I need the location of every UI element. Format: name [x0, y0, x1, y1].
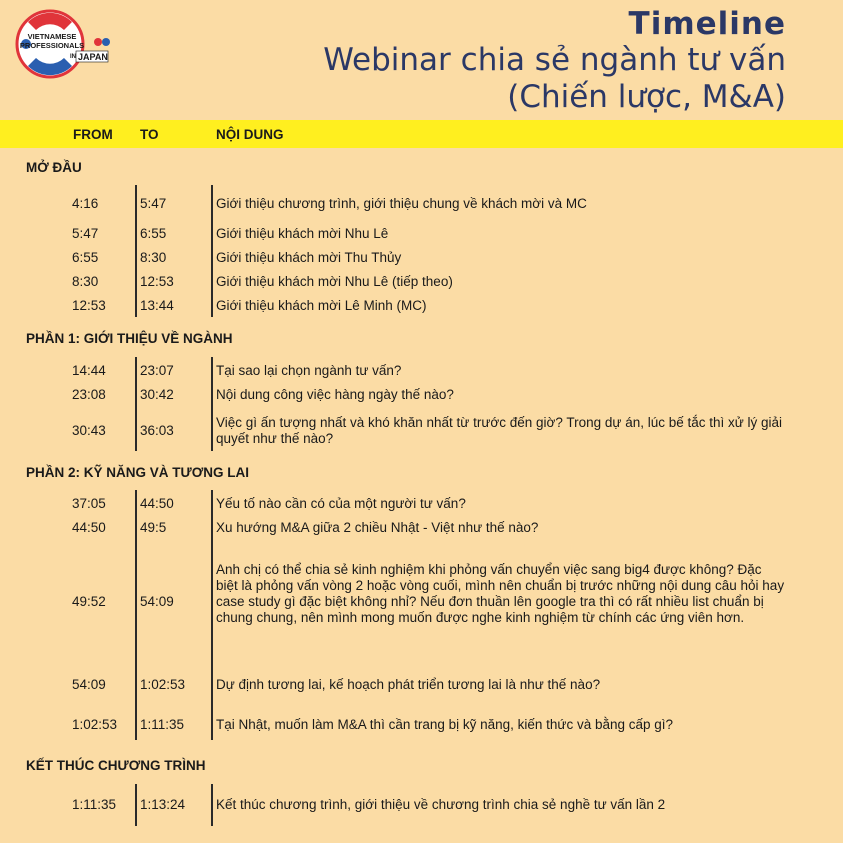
- row-content: Giới thiệu khách mời Thu Thủy: [216, 250, 402, 265]
- row-from: 8:30: [72, 274, 99, 289]
- row-content: Xu hướng M&A giữa 2 chiều Nhật - Việt như thế nào?: [216, 520, 539, 535]
- row-to: 36:03: [140, 423, 174, 438]
- logo-line3: IN: [70, 54, 76, 60]
- header-from: FROM: [73, 127, 113, 142]
- logo-line1: VIETNAMESE: [27, 32, 77, 41]
- divider-to: [135, 357, 137, 451]
- row-to: 1:02:53: [140, 677, 186, 692]
- row-from: 49:52: [72, 594, 106, 609]
- row-content: Tại sao lại chọn ngành tư vấn?: [216, 363, 402, 378]
- vpj-logo: [14, 8, 114, 80]
- divider-to: [135, 185, 137, 317]
- section-title-part2: PHẦN 2: KỸ NĂNG VÀ TƯƠNG LAI: [26, 465, 249, 480]
- row-from: 1:11:35: [72, 797, 117, 812]
- logo-line2: PROFESSIONALS: [19, 41, 85, 50]
- page-subtitle-2: (Chiến lược, M&A): [507, 79, 786, 115]
- row-content: Giới thiệu khách mời Lê Minh (MC): [216, 298, 427, 313]
- title-block: [323, 6, 786, 116]
- row-content: Giới thiệu khách mời Nhu Lê: [216, 226, 389, 241]
- section-title-part1: PHẦN 1: GIỚI THIỆU VỀ NGÀNH: [26, 331, 233, 346]
- divider-content: [211, 357, 213, 451]
- row-from: 12:53: [72, 298, 106, 313]
- row-from: 44:50: [72, 520, 106, 535]
- logo-line4: JAPAN: [78, 52, 108, 62]
- divider-content: [211, 784, 213, 826]
- divider-to: [135, 490, 137, 740]
- row-from: 6:55: [72, 250, 99, 265]
- row-content: Việc gì ấn tượng nhất và khó khăn nhất từ trước đến giờ? Trong dự án, lúc bế tắc thì xử lý giải quyết như thế nào?: [216, 415, 783, 446]
- page-title: Timeline: [628, 6, 786, 42]
- header-content: NỘI DUNG: [216, 127, 284, 142]
- divider-content: [211, 185, 213, 317]
- divider-to: [135, 784, 137, 826]
- row-to: 44:50: [140, 496, 174, 511]
- row-to: 23:07: [140, 363, 174, 378]
- row-content: Tại Nhật, muốn làm M&A thì cần trang bị kỹ năng, kiến thức và bằng cấp gì?: [216, 717, 674, 732]
- header-to: TO: [140, 127, 159, 142]
- row-to: 1:13:24: [140, 797, 186, 812]
- row-to: 6:55: [140, 226, 167, 241]
- row-from: 30:43: [72, 423, 106, 438]
- row-content: Nội dung công việc hàng ngày thế nào?: [216, 387, 454, 402]
- row-to: 30:42: [140, 387, 174, 402]
- section-title-closing: KẾT THÚC CHƯƠNG TRÌNH: [26, 758, 206, 773]
- divider-content: [211, 490, 213, 740]
- row-to: 1:11:35: [140, 717, 185, 732]
- row-from: 14:44: [72, 363, 106, 378]
- row-from: 37:05: [72, 496, 106, 511]
- row-content: Giới thiệu chương trình, giới thiệu chung về khách mời và MC: [216, 196, 587, 211]
- row-from: 1:02:53: [72, 717, 118, 732]
- row-to: 12:53: [140, 274, 174, 289]
- row-content: Giới thiệu khách mời Nhu Lê (tiếp theo): [216, 274, 453, 289]
- row-to: 5:47: [140, 196, 167, 211]
- row-content: Anh chị có thể chia sẻ kinh nghiệm khi phỏng vấn chuyển việc sang big4 được không? Đặc biệt là phỏng vấn vòng 2 hoặc vòng cuối, mình nên chuẩn bị trước những nội dung câu hỏi hay case study gì đặc biệt không nhỉ? Nếu đơn thuần lên google tra thì có rất nhiều list chuẩn bị chung chung, nên mình mong muốn được nghe kinh nghiệm từ chính các ứng viên hơn.: [216, 562, 785, 625]
- row-to: 13:44: [140, 298, 174, 313]
- row-from: 23:08: [72, 387, 106, 402]
- row-content: Dự định tương lai, kế hoạch phát triển tương lai là như thế nào?: [216, 677, 601, 692]
- row-from: 4:16: [72, 196, 99, 211]
- row-content: Kết thúc chương trình, giới thiệu về chương trình chia sẻ nghề tư vấn lần 2: [216, 797, 666, 812]
- row-content: Yếu tố nào cần có của một người tư vấn?: [216, 496, 466, 511]
- row-to: 49:5: [140, 520, 167, 535]
- page-subtitle-1: Webinar chia sẻ ngành tư vấn: [323, 42, 786, 78]
- row-from: 5:47: [72, 226, 99, 241]
- table-header: [0, 120, 843, 148]
- row-from: 54:09: [72, 677, 106, 692]
- row-to: 8:30: [140, 250, 167, 265]
- row-to: 54:09: [140, 594, 174, 609]
- section-title-intro: MỞ ĐẦU: [26, 160, 82, 175]
